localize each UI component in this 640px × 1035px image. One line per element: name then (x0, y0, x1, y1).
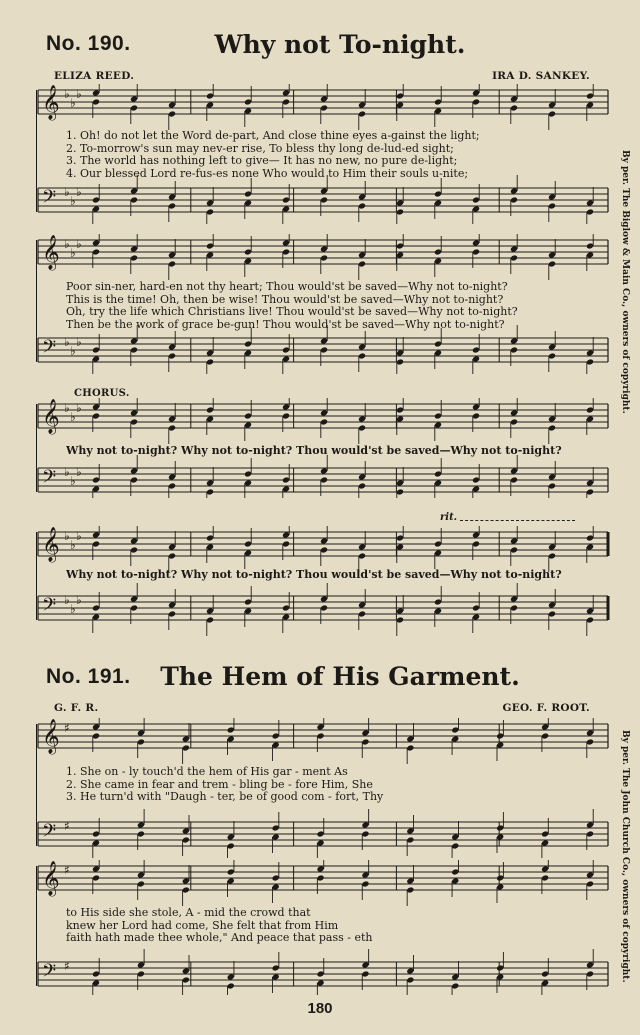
key-signature-icon: ♭ (76, 529, 82, 543)
lyric-line: Then be the work of grace be-gun! Thou would'st be saved—Why not to-night? (66, 318, 505, 331)
lyric-line: Poor sin-ner, hard-en not thy heart; Thou would'st be saved—Why not to-night? (66, 281, 508, 293)
hymn-190-verses-a (66, 130, 614, 180)
key-signature-icon: ♭ (70, 344, 76, 358)
hymn-191-copyright: By per. The John Church Co., owners of copyright. (620, 730, 630, 983)
key-signature-icon: ♭ (70, 246, 76, 260)
key-signature-icon: ♭ (70, 602, 76, 616)
lyric-line: This is the time! Oh, then be wise! Thou would'st be saved—Why not to-night? (66, 293, 504, 306)
lyric-line: Oh, try the life which Christians live! Thou would'st be saved—Why not to-night? (66, 306, 518, 318)
hymn-191-music-credit: GEO. F. ROOT. (502, 702, 590, 714)
rit-marking: rit. (440, 512, 458, 523)
lyric-line: 3. The world has nothing left to give— It has no new, no pure de-light; (66, 155, 458, 167)
lyric-line: knew her Lord had come, She felt that from Him (66, 919, 339, 932)
key-signature-icon: ♭ (70, 96, 76, 110)
key-signature-icon: ♭ (64, 401, 70, 415)
chorus-label: CHORUS. (74, 388, 130, 399)
key-signature-icon: ♭ (64, 335, 70, 349)
key-signature-icon: ♭ (64, 237, 70, 251)
lyric-line: 1. She on - ly touch'd the hem of His gar - ment As (66, 766, 348, 778)
lyric-line: 1. Oh! do not let the Word de-part, And close thine eyes a-gainst the light; (66, 130, 480, 142)
key-signature-icon: ♭ (76, 465, 82, 479)
treble-clef-icon: 𝄞 (42, 861, 60, 896)
key-signature-icon: ♭ (76, 237, 82, 251)
hymn-190-music-credit: IRA D. SANKEY. (492, 70, 590, 82)
treble-clef-icon: 𝄞 (42, 719, 60, 754)
key-signature-icon: ♭ (76, 87, 82, 101)
bass-clef-icon: 𝄢 (42, 821, 57, 846)
bass-clef-icon: 𝄢 (42, 337, 57, 362)
key-signature-icon: ♭ (76, 185, 82, 199)
bass-clef-icon: 𝄢 (42, 595, 57, 620)
hymn-191-title: The Hem of His Garment. (160, 662, 520, 691)
key-signature-icon: ♭ (70, 410, 76, 424)
key-signature-icon: ♭ (70, 474, 76, 488)
treble-clef-icon: 𝄞 (42, 85, 60, 120)
key-signature-icon: ♯ (64, 959, 70, 973)
lyric-line: 4. Our blessed Lord re-fus-es none Who would to Him their souls u-nite; (66, 167, 469, 180)
hymn-190-chorus-2 (66, 569, 614, 582)
key-signature-icon: ♭ (70, 194, 76, 208)
lyric-line: Why not to-night? Why not to-night? Thou would'st be saved—Why not to-night? (66, 445, 562, 457)
key-signature-icon: ♭ (64, 529, 70, 543)
key-signature-icon: ♯ (64, 721, 70, 735)
hymn-191-verses-b (66, 907, 614, 945)
lyric-line: 2. She came in fear and trem - bling be - fore Him, She (66, 778, 373, 791)
hymn-191-verses-a (66, 766, 614, 804)
lyric-line: to His side she stole, A - mid the crowd that (66, 907, 311, 919)
hymn-190-words-credit: ELIZA REED. (54, 70, 135, 82)
lyric-line: 3. He turn'd with "Daugh - ter, be of good com - fort, Thy (66, 791, 384, 803)
key-signature-icon: ♭ (70, 538, 76, 552)
hymn-191-number: No. 191. (46, 665, 131, 688)
treble-clef-icon: 𝄞 (42, 527, 60, 562)
hymn-190-title: Why not To-night. (214, 30, 466, 59)
hymn-190-number: No. 190. (46, 32, 131, 55)
rit-dashes (460, 520, 575, 521)
treble-clef-icon: 𝄞 (42, 235, 60, 270)
key-signature-icon: ♭ (64, 87, 70, 101)
bass-clef-icon: 𝄢 (42, 961, 57, 986)
hymn-191-words-credit: G. F. R. (54, 702, 99, 714)
hymn-190-verses-b (66, 281, 614, 331)
key-signature-icon: ♯ (64, 863, 70, 877)
hymn-190-copyright: By per. The Biglow & Main Co., owners of copyright. (620, 150, 630, 414)
key-signature-icon: ♭ (64, 593, 70, 607)
bass-clef-icon: 𝄢 (42, 467, 57, 492)
key-signature-icon: ♭ (76, 401, 82, 415)
hymn-190-chorus-1 (66, 445, 614, 458)
bass-clef-icon: 𝄢 (42, 187, 57, 212)
lyric-line: 2. To-morrow's sun may nev-er rise, To bless thy long de-lud-ed sight; (66, 142, 454, 155)
key-signature-icon: ♭ (76, 335, 82, 349)
page-number: 180 (307, 1000, 333, 1017)
lyric-line: faith hath made thee whole," And peace that pass - eth (66, 932, 373, 944)
key-signature-icon: ♯ (64, 819, 70, 833)
key-signature-icon: ♭ (76, 593, 82, 607)
treble-clef-icon: 𝄞 (42, 399, 60, 434)
key-signature-icon: ♭ (64, 465, 70, 479)
key-signature-icon: ♭ (64, 185, 70, 199)
lyric-line: Why not to-night? Why not to-night? Thou would'st be saved—Why not to-night? (66, 569, 562, 581)
